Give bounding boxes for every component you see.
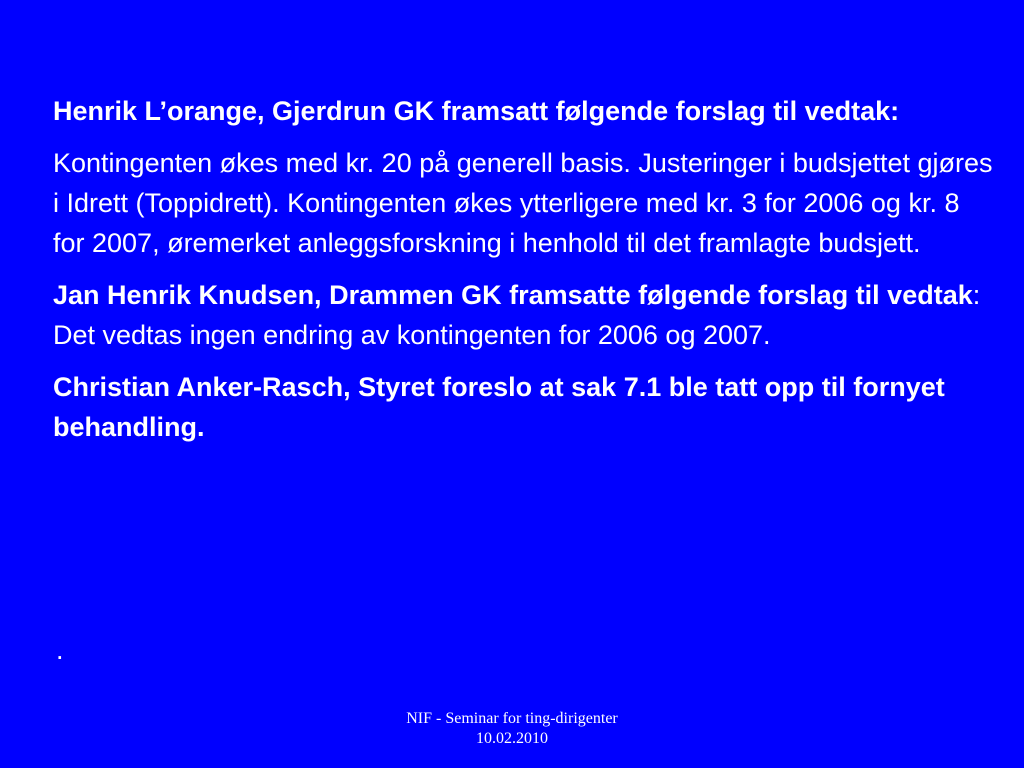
proposal-jan-henrik-knudsen-body: : Det vedtas ingen endring av kontingenten for 2006 og 2007. xyxy=(53,280,981,350)
proposal-christian-anker-rasch xyxy=(53,367,993,447)
footer-date: 10.02.2010 xyxy=(476,730,548,747)
proposal-henrik-lorange xyxy=(53,91,993,131)
proposal-henrik-lorange-text xyxy=(53,143,993,263)
proposal-henrik-lorange-body: Kontingenten økes med kr. 20 på generell basis. Justeringer i budsjettet gjøres i Idrett (Toppidrett). Kontingenten økes ytterligere med kr. 3 for 2006 og kr. 8 for 2007, øremerket anleggsforskning i henhold til det framlagte budsjett. xyxy=(53,148,993,258)
proposal-jan-henrik-knudsen xyxy=(53,275,993,355)
proposal-henrik-lorange-heading: Henrik L’orange, Gjerdrun GK framsatt følgende forslag til vedtak: xyxy=(53,96,900,126)
slide-footer xyxy=(312,709,712,749)
proposal-jan-henrik-knudsen-heading: Jan Henrik Knudsen, Drammen GK framsatte følgende forslag til vedtak xyxy=(53,280,973,310)
trailing-period: . xyxy=(56,635,64,665)
footer-seminar-title: NIF - Seminar for ting-dirigenter xyxy=(406,710,618,727)
slide-body xyxy=(53,91,993,459)
proposal-christian-anker-rasch-heading: Christian Anker-Rasch, Styret foreslo at sak 7.1 ble tatt opp til fornyet behandling. xyxy=(53,372,945,442)
